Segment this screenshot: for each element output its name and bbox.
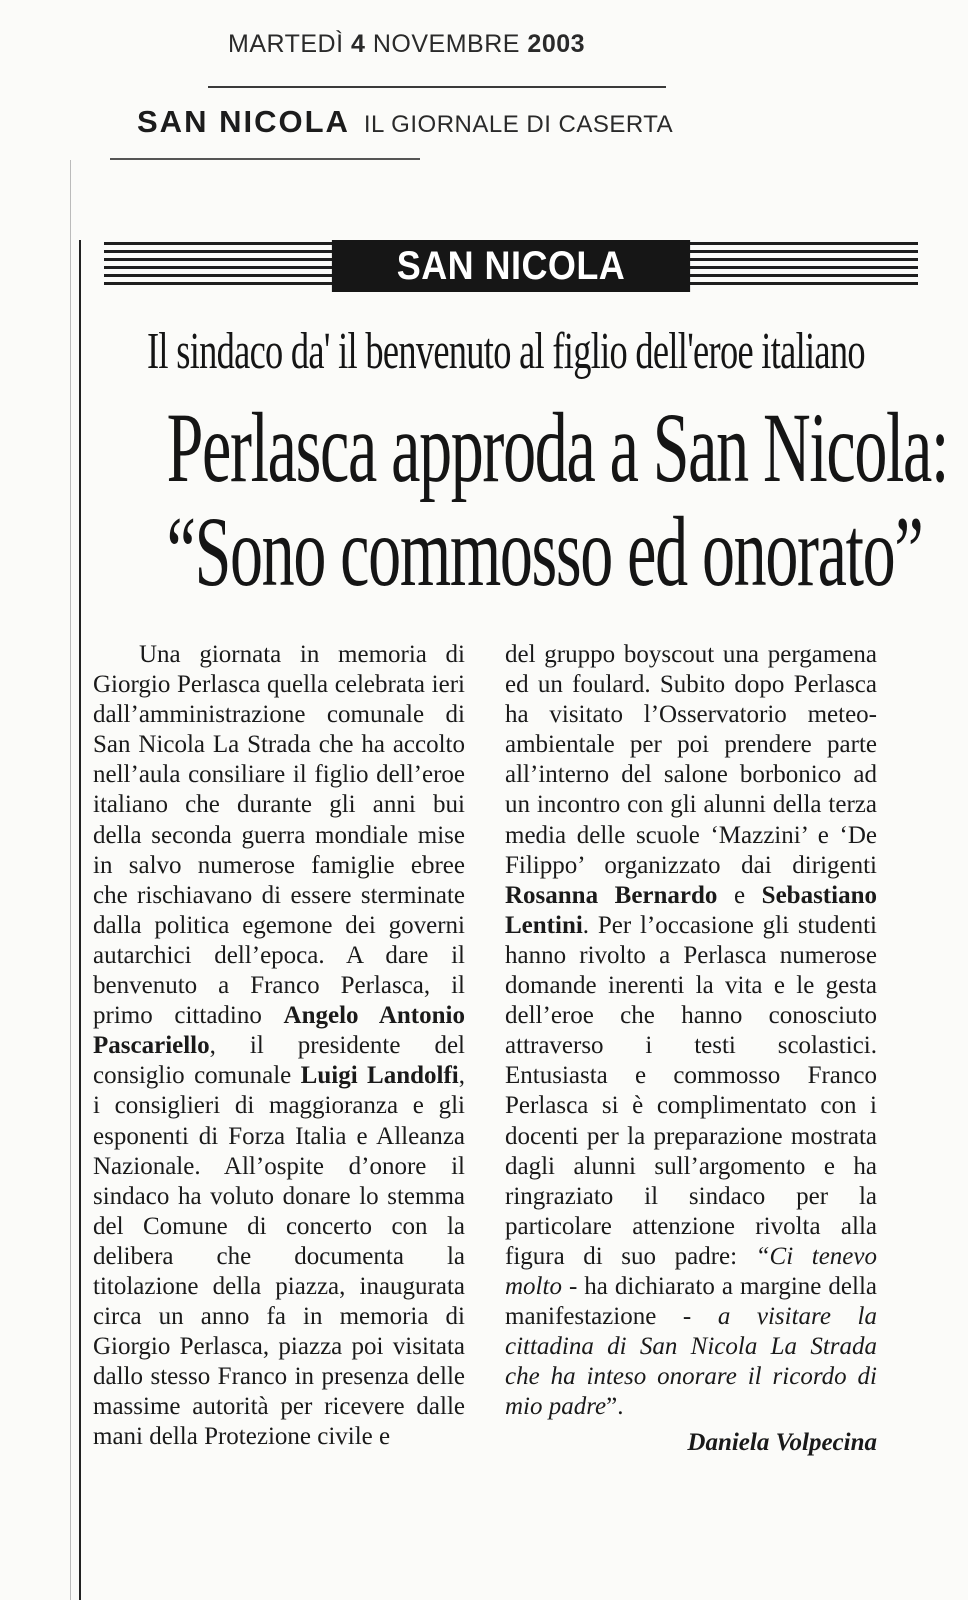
column-rule <box>79 240 81 1600</box>
article-kicker: Il sindaco da' il benvenuto al figlio dell'eroe italiano <box>147 323 865 380</box>
dateline <box>228 30 585 59</box>
quote-text: “Ci tenevo molto <box>505 1242 877 1300</box>
article-headline-line1: Perlasca approda a San Nicola: <box>166 392 949 503</box>
quote-text: a visitare la cittadina di San Nicola La Strada che ha inteso onorare il ricordo di mio padre <box>505 1303 877 1421</box>
body-text: , i consiglieri di maggioranza e gli esponenti di Forza Italia e Alleanza Nazionale. All’ospite d’onore il sindaco ha voluto donare lo stemma del Comune di concerto con la delibera che documenta la titolazione della piazza, inaugurata circa un anno fa in memoria di Giorgio Perlasca, piazza poi visitata dallo stesso Franco in presenza delle massime autorità per ricevere dalle mani della Protezione civile e <box>93 1062 466 1451</box>
page-edge-line <box>70 160 71 1600</box>
article-paragraph <box>93 640 465 1453</box>
article-column-left <box>93 640 465 1453</box>
article-paragraph <box>505 640 877 1422</box>
article-headline-line2: “Sono commosso ed onorato” <box>166 496 923 607</box>
body-text: - ha dichiarato a margine della manifestazione - <box>505 1272 877 1331</box>
person-name: Angelo Antonio Pascariello <box>93 1002 465 1060</box>
person-name: Rosanna Bernardo <box>505 881 718 909</box>
body-text: ”. <box>606 1393 624 1421</box>
dateline-day: MARTEDÌ <box>228 30 344 58</box>
masthead <box>137 104 673 140</box>
dateline-date: 4 <box>351 30 366 58</box>
masthead-divider <box>110 158 420 160</box>
person-name: Luigi Landolfi <box>300 1062 459 1090</box>
dateline-year: 2003 <box>527 30 586 58</box>
body-text: del gruppo boyscout una pergamena ed un foulard. Subito dopo Perlasca ha visitato l’Osservatorio meteo-ambientale per poi prendere parte all’interno del salone borbonico ad un incontro con gli alunni della terza media delle scuole ‘Mazzini’ e ‘De Filippo’ organizzato dai dirigenti <box>505 641 877 879</box>
body-text: . Per l’occasione gli studenti hanno rivolto a Perlasca numerose domande inerenti la vita e le gesta dell’eroe che hanno conosciuto attraverso i testi scolastici. Entusiasta e commosso Franco Perlasca si è complimentato con i docenti per la preparazione mostrata dagli alunni sull’argomento e ha ringraziato il sindaco per la particolare attenzione rivolta alla figura di suo padre: <box>505 911 877 1270</box>
article-column-right <box>505 640 877 1459</box>
body-text: , il presidente del consiglio comunale <box>93 1032 465 1090</box>
section-bar <box>104 240 918 292</box>
body-text: Una giornata in memoria di Giorgio Perlasca quella celebrata ieri dall’amministrazione comunale di San Nicola La Strada che ha accolto nell’aula consiliare il figlio dell’eroe italiano che durante gli anni bui della seconda guerra mondiale mise in salvo numerose famiglie ebree che rischiavano di essere sterminate dalla politica egemone dei governi autarchici dell’epoca. A dare il benvenuto a Franco Perlasca, il primo cittadino <box>93 641 465 1030</box>
dateline-month: NOVEMBRE <box>372 30 520 58</box>
masthead-name: SAN NICOLA <box>137 104 350 139</box>
byline: Daniela Volpecina <box>687 1429 877 1457</box>
masthead-subtitle: IL GIORNALE DI CASERTA <box>363 111 674 138</box>
body-text: e <box>717 881 762 909</box>
section-label: SAN NICOLA <box>332 240 690 292</box>
header-divider <box>208 86 666 88</box>
person-name: Sebastiano Lentini <box>505 881 877 939</box>
